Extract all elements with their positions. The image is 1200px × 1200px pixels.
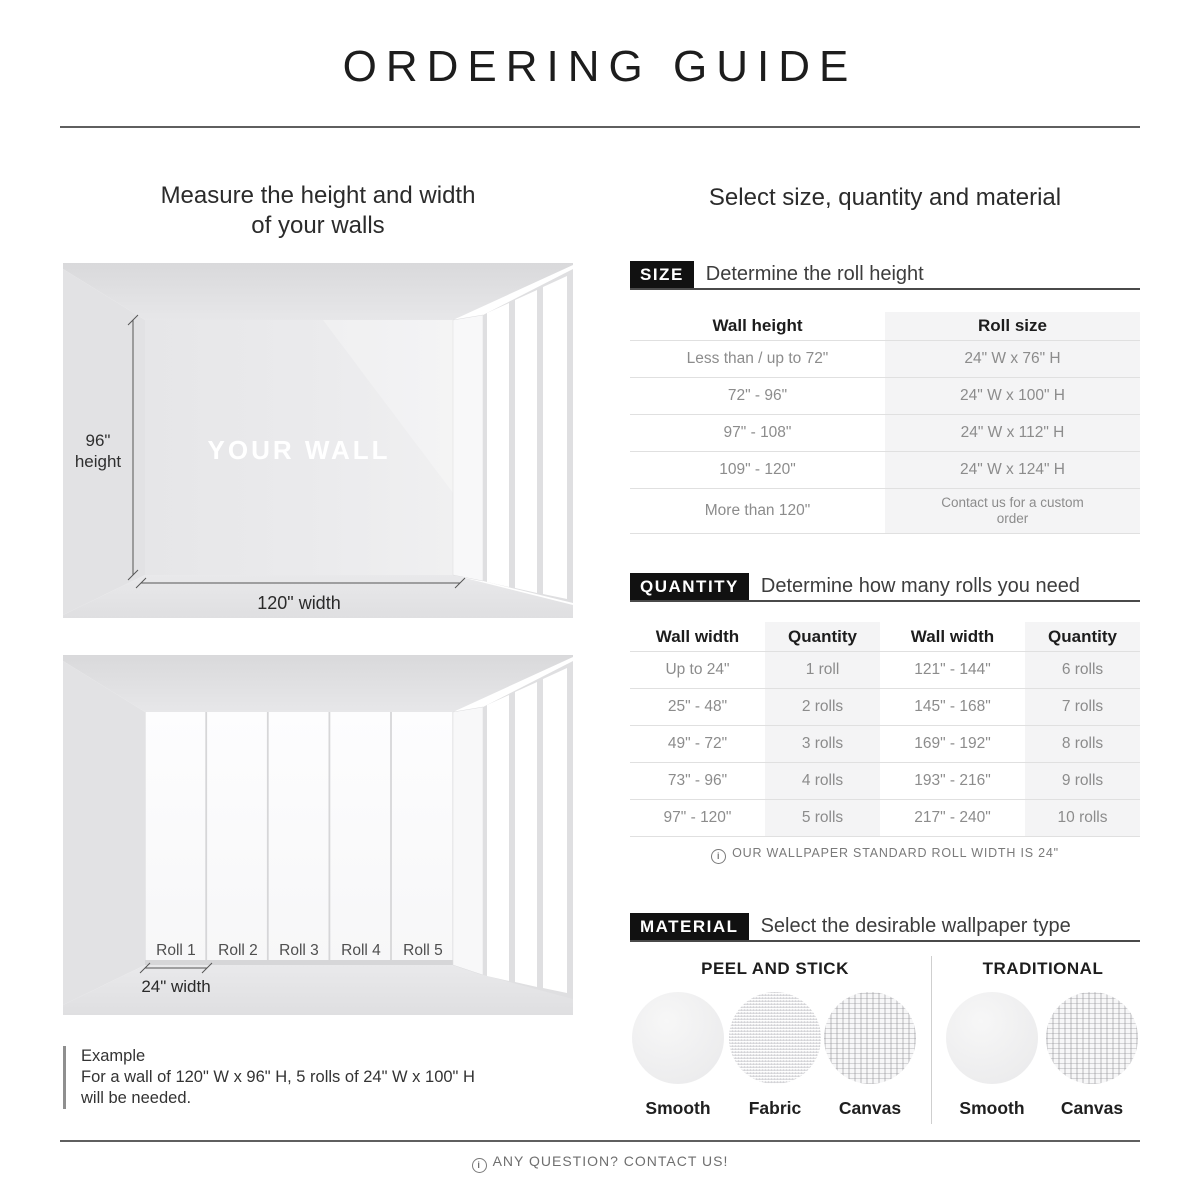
roll-panel-3 <box>269 712 329 960</box>
roll-2-label: Roll 2 <box>218 942 258 959</box>
window-column <box>453 707 483 975</box>
peel-and-stick-group-title: PEEL AND STICK <box>701 959 849 978</box>
wall-width-label: 120" width <box>257 593 341 613</box>
roll-5-label: Roll 5 <box>403 942 443 959</box>
roll-1-label: Roll 1 <box>156 942 196 959</box>
window-column <box>453 315 483 581</box>
info-icon: i <box>472 1158 487 1173</box>
swatch-label: Smooth <box>959 1098 1025 1118</box>
right-column-heading: Select size, quantity and material <box>708 184 1062 211</box>
swatch-label: Canvas <box>1060 1098 1124 1118</box>
example-line2: will be needed. <box>81 1089 192 1107</box>
size-badge: SIZE <box>630 261 694 288</box>
window-pane <box>515 290 537 593</box>
material-option-fabric <box>727 992 823 1119</box>
material-section-header <box>630 913 1140 942</box>
material-option-smooth-traditional <box>944 992 1040 1119</box>
quantity-table-row <box>630 652 1140 689</box>
roll-size-cell: 24" W x 76" H <box>885 341 1140 377</box>
size-table-row <box>630 452 1140 489</box>
canvas-swatch <box>824 992 916 1084</box>
quantity-cell: 9 rolls <box>1025 763 1140 799</box>
roll-width-note-text: OUR WALLPAPER STANDARD ROLL WIDTH IS 24" <box>732 846 1059 860</box>
quantity-subtitle: Determine how many rolls you need <box>760 574 1080 597</box>
quantity-table-row <box>630 800 1140 837</box>
height-value: 96" <box>85 431 111 450</box>
height-word: height <box>74 452 122 471</box>
size-table-row <box>630 415 1140 452</box>
size-table-row <box>630 378 1140 415</box>
quantity-cell: 6 rolls <box>1025 652 1140 688</box>
size-table-row <box>630 341 1140 378</box>
smooth-swatch <box>632 992 724 1084</box>
wall-height-cell: Less than / up to 72" <box>686 350 829 367</box>
quantity-column-header: Quantity <box>765 622 880 651</box>
quantity-cell: 4 rolls <box>765 763 880 799</box>
window-pane <box>487 303 509 587</box>
quantity-cell: 8 rolls <box>1025 726 1140 762</box>
window-pane <box>515 682 537 987</box>
wall-width-cell: 97" - 120" <box>663 809 732 826</box>
traditional-group-title: TRADITIONAL <box>982 959 1104 978</box>
roll-panel-2 <box>207 712 267 960</box>
size-table-row <box>630 489 1140 534</box>
wall-height-cell: More than 120" <box>704 502 811 519</box>
room2-graphic <box>63 655 573 1015</box>
quantity-table-row <box>630 689 1140 726</box>
smooth-swatch <box>946 992 1038 1084</box>
your-wall-label: YOUR WALL <box>207 435 391 465</box>
size-subtitle: Determine the roll height <box>705 262 924 285</box>
wall-width-cell: 25" - 48" <box>667 698 728 715</box>
quantity-cell: 1 roll <box>765 652 880 688</box>
example-title: Example <box>81 1047 146 1065</box>
quantity-badge: QUANTITY <box>630 573 749 600</box>
quantity-cell: 2 rolls <box>765 689 880 725</box>
material-option-canvas-traditional <box>1044 992 1140 1119</box>
roll-size-cell: 24" W x 124" H <box>885 452 1140 488</box>
swatch-label: Smooth <box>645 1098 711 1118</box>
material-option-canvas <box>822 992 918 1119</box>
wall-width-cell: 169" - 192" <box>914 735 991 752</box>
roll-width-note <box>630 846 1140 864</box>
roll-size-cell: 24" W x 112" H <box>885 415 1140 451</box>
quantity-column-header: Quantity <box>1025 622 1140 651</box>
material-option-smooth <box>630 992 726 1119</box>
window-pane <box>487 695 509 981</box>
quantity-table-row <box>630 726 1140 763</box>
material-badge: MATERIAL <box>630 913 749 940</box>
info-icon: i <box>711 849 726 864</box>
left-heading-line2: of your walls <box>251 212 385 239</box>
size-table <box>630 312 1140 534</box>
wall-height-cell: 72" - 96" <box>727 387 788 404</box>
left-wall <box>63 661 145 1005</box>
window-pane <box>543 276 567 599</box>
quantity-table-header <box>630 622 1140 652</box>
fabric-swatch <box>729 992 821 1084</box>
page-title: ORDERING GUIDE <box>342 42 858 91</box>
quantity-table <box>630 622 1140 837</box>
wall-width-cell: 145" - 168" <box>914 698 991 715</box>
quantity-section-header <box>630 573 1140 602</box>
quantity-cell: 10 rolls <box>1025 800 1140 836</box>
left-heading-line1: Measure the height and width <box>160 182 476 209</box>
contact-note <box>0 1153 1200 1173</box>
bottom-divider <box>60 1140 1140 1142</box>
example-note <box>63 1046 551 1109</box>
size-section-header <box>630 261 1140 290</box>
canvas-swatch <box>1046 992 1138 1084</box>
wall-width-column-header: Wall width <box>655 626 740 646</box>
wall-width-column-header: Wall width <box>910 626 995 646</box>
swatch-label: Canvas <box>838 1098 902 1118</box>
roll-size-column-header: Roll size <box>885 312 1140 340</box>
roll-panel-4 <box>330 712 390 960</box>
roll-panel-5 <box>392 712 453 960</box>
contact-note-text: ANY QUESTION? CONTACT US! <box>492 1153 729 1169</box>
quantity-cell: 3 rolls <box>765 726 880 762</box>
wall-height-label <box>65 430 131 472</box>
roll-size-cell: 24" W x 100" H <box>885 378 1140 414</box>
room-illustration-rolls <box>63 655 573 1015</box>
quantity-table-row <box>630 763 1140 800</box>
material-subtitle: Select the desirable wallpaper type <box>760 914 1071 937</box>
swatch-label: Fabric <box>748 1098 802 1118</box>
window-pane <box>543 668 567 993</box>
room-illustration-measure <box>63 263 573 618</box>
roll-4-label: Roll 4 <box>341 942 381 959</box>
wall-height-cell: 109" - 120" <box>719 461 796 478</box>
wall-width-cell: 121" - 144" <box>914 661 991 678</box>
example-line1: For a wall of 120" W x 96" H, 5 rolls of 24" W x 100" H <box>81 1068 475 1086</box>
roll-size-cell: Contact us for a custom order <box>885 489 1140 533</box>
roll-3-label: Roll 3 <box>279 942 319 959</box>
wall-width-cell: 193" - 216" <box>914 772 991 789</box>
material-group-divider <box>931 956 932 1124</box>
left-column-heading <box>63 181 573 241</box>
quantity-cell: 5 rolls <box>765 800 880 836</box>
roll-width-label: 24" width <box>141 977 211 996</box>
quantity-cell: 7 rolls <box>1025 689 1140 725</box>
top-divider <box>60 126 1140 128</box>
size-table-header <box>630 312 1140 341</box>
roll-panel-1 <box>146 712 206 960</box>
wall-height-cell: 97" - 108" <box>723 424 792 441</box>
wall-height-column-header: Wall height <box>712 316 803 335</box>
wall-width-cell: 73" - 96" <box>667 772 728 789</box>
wall-width-cell: 217" - 240" <box>914 809 991 826</box>
wall-width-cell: Up to 24" <box>665 661 730 678</box>
wall-width-cell: 49" - 72" <box>667 735 728 752</box>
